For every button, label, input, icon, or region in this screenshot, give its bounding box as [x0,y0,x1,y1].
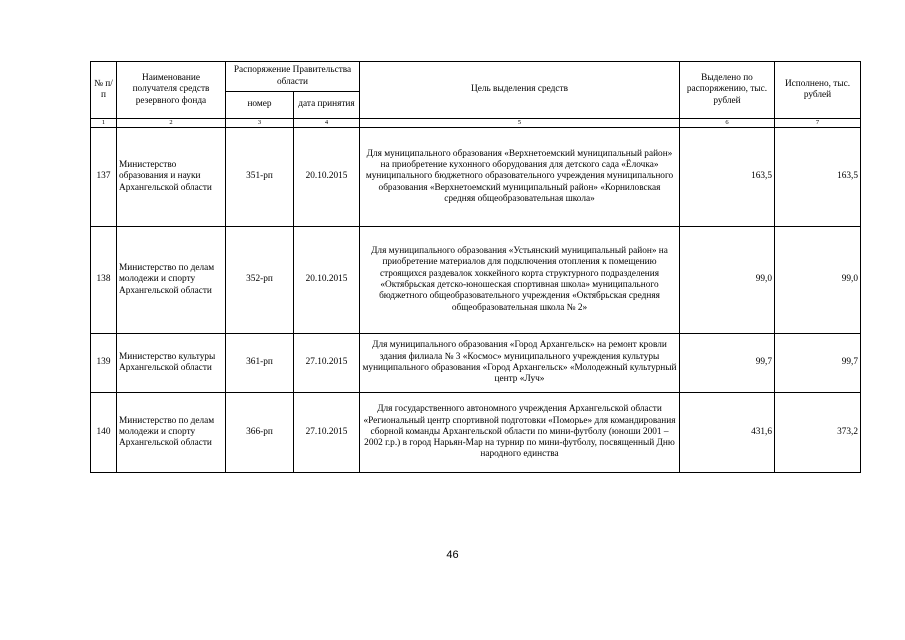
resolution-table [90,61,861,473]
page-number: 46 [446,549,459,561]
cell-order-number: 351-рп [226,128,294,227]
cell-order-date: 20.10.2015 [294,128,360,227]
cell-purpose: Для муниципального образования «Устьянский муниципальный район» на приобретение материалов для подключения отопления к помещению строящихся раздевалок хоккейного корта структурного подразделения «Октябрьская детско-юношеская спортивная школа» муниципального бюджетного общеобразовательного учреждения «Октябрьская средняя общеобразовательная школа № 2» [360,227,680,334]
cell-recipient: Министерство по делам молодежи и спорту Архангельской области [117,227,226,334]
header-order-date: дата принятия [294,92,360,119]
table-row [91,227,861,334]
header-purpose: Цель выделения средств [360,62,680,119]
cell-no: 139 [91,334,117,393]
cell-order-date: 20.10.2015 [294,227,360,334]
table-row [91,128,861,227]
cell-order-number: 361-рп [226,334,294,393]
column-number: 5 [360,119,680,128]
cell-purpose: Для муниципального образования «Верхнетоемский муниципальный район» на приобретение кухонного оборудования для детского сада «Ёлочка» муниципального бюджетного образовательного учреждения муниципального образования «Верхнетоемский муниципальный район» «Корниловская средняя общеобразовательная школа» [360,128,680,227]
header-allocated: Выделено по распоряжению, тыс. рублей [680,62,775,119]
cell-purpose: Для государственного автономного учреждения Архангельской области «Региональный центр спортивной подготовки «Поморье» для командирования сборной команды Архангельской области по мини-футболу (юноши 2001 – 2002 г.р.) в город Нарьян-Мар на турнир по мини-футболу, посвященный Дню народного единства [360,393,680,473]
cell-order-date: 27.10.2015 [294,334,360,393]
cell-purpose: Для муниципального образования «Город Архангельск» на ремонт кровли здания филиала № 3 «Космос» муниципального учреждения культуры муниципального образования «Город Архангельск» «Молодежный культурный центр «Луч» [360,334,680,393]
cell-no: 137 [91,128,117,227]
cell-order-date: 27.10.2015 [294,393,360,473]
header-order-number: номер [226,92,294,119]
header-executed: Исполнено, тыс. рублей [775,62,861,119]
cell-executed: 99,7 [775,334,861,393]
cell-order-number: 352-рп [226,227,294,334]
column-number: 6 [680,119,775,128]
cell-allocated: 99,7 [680,334,775,393]
cell-order-number: 366-рп [226,393,294,473]
table-row [91,393,861,473]
column-number: 1 [91,119,117,128]
cell-recipient: Министерство образования и науки Архангельской области [117,128,226,227]
cell-allocated: 99,0 [680,227,775,334]
column-number: 2 [117,119,226,128]
cell-allocated: 163,5 [680,128,775,227]
column-numbers-row [91,119,861,128]
cell-executed: 163,5 [775,128,861,227]
cell-recipient: Министерство культуры Архангельской области [117,334,226,393]
header-recipient: Наименование получателя средств резервного фонда [117,62,226,119]
header-no: № п/п [91,62,117,119]
cell-no: 138 [91,227,117,334]
column-number: 4 [294,119,360,128]
cell-executed: 99,0 [775,227,861,334]
cell-no: 140 [91,393,117,473]
cell-executed: 373,2 [775,393,861,473]
cell-recipient: Министерство по делам молодежи и спорту Архангельской области [117,393,226,473]
cell-allocated: 431,6 [680,393,775,473]
header-order-group: Распоряжение Правительства области [226,62,360,92]
column-number: 7 [775,119,861,128]
table-row [91,334,861,393]
column-number: 3 [226,119,294,128]
